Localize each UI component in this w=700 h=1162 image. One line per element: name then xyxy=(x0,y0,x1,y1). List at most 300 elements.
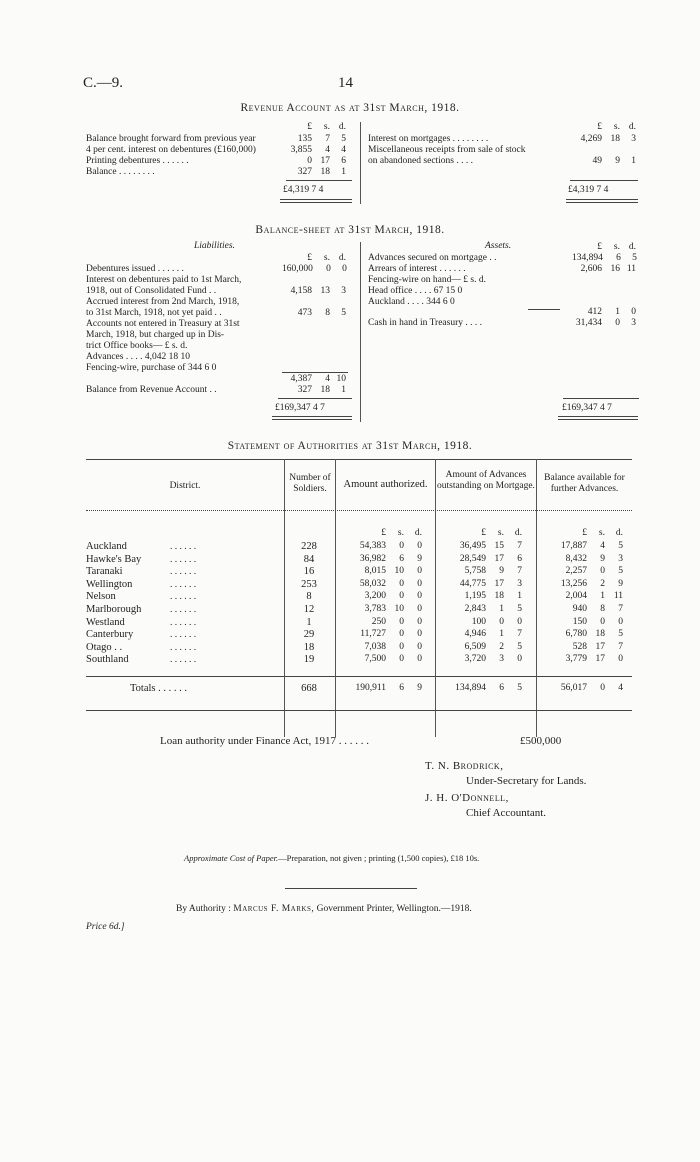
district-name: Wellington xyxy=(86,578,133,590)
amount-pounds: 135 xyxy=(297,134,312,144)
entry-label: Advances . . . . 4,042 18 10 xyxy=(86,352,190,362)
subtotal-pounds: 4,387 xyxy=(290,374,312,384)
amount-shillings xyxy=(312,341,330,352)
entry-label: Balance . . . . . . . . xyxy=(86,167,155,177)
district-name: Hawke's Bay xyxy=(86,553,142,565)
assets-units xyxy=(572,242,636,253)
authorities-table-body xyxy=(86,541,632,667)
amount-shillings: 18 xyxy=(320,167,330,177)
asset-row xyxy=(368,264,640,275)
district-soldiers: 228 xyxy=(301,541,317,552)
authorized-pounds: 54,383 xyxy=(359,541,386,551)
assets-heading: Assets. xyxy=(485,241,512,251)
authorized-pence: 0 xyxy=(417,629,422,640)
unit-shillings: s. xyxy=(397,528,404,538)
amount-pounds: 134,894 xyxy=(572,253,603,263)
amount-pence: 0 xyxy=(342,264,347,274)
amount-pence: 11 xyxy=(626,264,636,274)
district-leader-dots: . . . . . . xyxy=(170,655,197,666)
advances-pence: 3 xyxy=(517,578,522,589)
signatory-2-name: J. H. O'Donnell, xyxy=(425,792,509,804)
advances-pence: 7 xyxy=(517,566,522,577)
advances-pence: 5 xyxy=(517,641,522,652)
column-header-advances: Amount of Advances outstanding on Mortgage. xyxy=(437,470,535,491)
district-leader-dots: . . . . . . xyxy=(170,567,197,578)
entry-label: Head office . . . . 67 15 0 xyxy=(368,286,463,296)
amount-shillings xyxy=(312,330,330,341)
amount-shillings xyxy=(602,145,620,156)
balance-pounds: 150 xyxy=(572,616,587,627)
totals-bal-shillings: 0 xyxy=(600,683,605,693)
price: Price 6d.] xyxy=(86,922,125,932)
amount-shillings: 16 xyxy=(610,264,620,274)
district-soldiers: 19 xyxy=(303,654,315,666)
liability-row xyxy=(86,308,350,319)
cost-note xyxy=(184,853,479,863)
district-row xyxy=(86,591,632,604)
revenue-credit-row xyxy=(368,145,640,156)
balance-pounds: 2,004 xyxy=(565,591,587,602)
advances-pounds: 28,549 xyxy=(459,553,486,564)
district-soldiers: 8 xyxy=(306,591,312,603)
liabilities-subtotal xyxy=(282,374,346,385)
unit-shillings: s. xyxy=(613,122,620,132)
unit-pounds: £ xyxy=(597,242,602,252)
amount-shillings: 8 xyxy=(325,308,330,318)
district-leader-dots: . . . . . . xyxy=(170,617,197,628)
amount-pounds: 2,606 xyxy=(580,264,602,274)
totals-bal-pounds: 56,017 xyxy=(560,683,587,693)
amount-pence: 5 xyxy=(341,308,346,318)
amount-shillings: 7 xyxy=(325,134,330,144)
balance-shillings: 4 xyxy=(600,541,605,551)
revenue-balance-shillings: 18 xyxy=(320,385,330,395)
entry-label: on abandoned sections . . . . xyxy=(368,156,474,166)
entry-label: Fencing-wire, purchase of 344 6 0 xyxy=(86,363,217,373)
unit-shillings: s. xyxy=(598,528,605,538)
asset-row xyxy=(368,286,640,297)
revenue-balance-pence: 1 xyxy=(341,385,346,395)
advances-pence: 5 xyxy=(517,603,522,614)
totals-adv-pence: 5 xyxy=(517,683,522,693)
advances-pounds: 36,495 xyxy=(459,541,486,551)
amount-pounds xyxy=(282,341,312,352)
totals-auth-pounds: 190,911 xyxy=(355,683,386,693)
entry-label: Advances secured on mortgage . . xyxy=(368,253,497,263)
unit-pence: d. xyxy=(628,122,636,132)
balance-pence: 0 xyxy=(618,654,623,665)
printer-line xyxy=(176,904,472,914)
revenue-debit-row xyxy=(86,145,350,156)
wire-total-pounds: 412 xyxy=(587,307,602,317)
amount-pounds: 160,000 xyxy=(282,264,313,274)
assets-cash-row xyxy=(368,318,640,329)
revenue-left-units xyxy=(282,122,346,133)
column-header-soldiers: Number of Soldiers. xyxy=(289,473,331,494)
unit-pence: d. xyxy=(628,242,636,252)
authorized-pounds: 250 xyxy=(371,616,386,627)
advances-pounds: 5,758 xyxy=(464,566,486,577)
balance-total-right: £169,347 4 7 xyxy=(562,403,612,413)
amount-pence xyxy=(330,297,346,308)
printer-name: Marcus F. Marks, xyxy=(233,904,315,914)
liabilities-revenue-label: Balance from Revenue Account . . xyxy=(86,385,217,395)
balance-shillings: 2 xyxy=(600,578,605,589)
authorized-shillings: 0 xyxy=(399,654,404,665)
balance-shillings: 9 xyxy=(600,553,605,564)
advances-shillings: 2 xyxy=(499,641,504,652)
entry-label: March, 1918, but charged up in Dis- xyxy=(86,330,225,340)
authorized-pence: 0 xyxy=(417,641,422,652)
amount-shillings: 9 xyxy=(615,156,620,166)
amount-pence: 4 xyxy=(341,145,346,155)
cost-note-label: Approximate Cost of Paper. xyxy=(184,853,279,863)
totals-auth-shillings: 6 xyxy=(399,683,404,693)
totals-auth-pence: 9 xyxy=(417,683,422,693)
cash-pounds: 31,434 xyxy=(575,318,602,328)
liability-row xyxy=(86,286,350,297)
balance-pence: 0 xyxy=(618,616,623,627)
advances-shillings: 9 xyxy=(499,566,504,577)
authorized-shillings: 10 xyxy=(394,603,404,614)
district-soldiers: 12 xyxy=(303,603,315,615)
entry-label: Arrears of interest . . . . . . xyxy=(368,264,466,274)
authorized-pounds: 8,015 xyxy=(364,566,386,577)
entry-label: 4 per cent. interest on debentures (£160,000) xyxy=(86,145,256,155)
authorized-shillings: 0 xyxy=(399,616,404,627)
district-name: Otago . . xyxy=(86,641,123,653)
amount-pounds xyxy=(282,297,312,308)
revenue-debit-row xyxy=(86,134,350,145)
district-leader-dots: . . . . . . xyxy=(170,579,197,590)
authorized-shillings: 0 xyxy=(399,578,404,589)
liability-row xyxy=(86,297,350,308)
district-name: Auckland xyxy=(86,541,127,552)
liability-row xyxy=(86,352,350,363)
cash-pence: 3 xyxy=(631,318,636,328)
amount-pounds: 0 xyxy=(307,156,312,166)
totals-label: Totals . . . . . . xyxy=(130,683,188,694)
authorized-pence: 9 xyxy=(417,553,422,564)
page-number: 14 xyxy=(338,75,353,91)
liabilities-heading: Liabilities. xyxy=(194,241,235,251)
advances-shillings: 17 xyxy=(494,553,504,564)
unit-pence: d. xyxy=(338,122,346,132)
advances-pence: 1 xyxy=(517,591,522,602)
balance-pence: 5 xyxy=(618,566,623,577)
balance-pounds: 6,780 xyxy=(565,629,587,640)
unit-pounds: £ xyxy=(481,528,486,538)
balance-shillings: 8 xyxy=(600,603,605,614)
authorized-pence: 0 xyxy=(417,578,422,589)
amount-shillings: 0 xyxy=(326,264,331,274)
entry-label: trict Office books— £ s. d. xyxy=(86,341,188,351)
amount-pounds xyxy=(572,286,602,297)
authorized-pounds: 11,727 xyxy=(360,629,386,640)
amount-shillings: 13 xyxy=(320,286,330,296)
authorized-shillings: 10 xyxy=(394,566,404,577)
revenue-account-title: Revenue Account as at 31st March, 1918. xyxy=(240,102,460,114)
amount-shillings xyxy=(312,275,330,286)
liability-row xyxy=(86,275,350,286)
balance-shillings: 17 xyxy=(595,641,605,652)
column-header-district: District. xyxy=(169,481,201,491)
signatory-1-title: Under-Secretary for Lands. xyxy=(466,775,587,787)
unit-pounds: £ xyxy=(597,122,602,132)
amount-shillings xyxy=(312,319,330,330)
district-name: Nelson xyxy=(86,591,116,603)
revenue-debit-row xyxy=(86,156,350,167)
revenue-balance-pounds: 327 xyxy=(297,385,312,395)
amount-shillings: 18 xyxy=(610,134,620,144)
amount-pounds: 4,158 xyxy=(290,286,312,296)
balance-pounds: 17,887 xyxy=(560,541,587,551)
liability-row xyxy=(86,264,350,275)
district-leader-dots: . . . . . . xyxy=(170,554,197,565)
cash-shillings: 0 xyxy=(615,318,620,328)
district-name: Westland xyxy=(86,616,125,628)
district-row xyxy=(86,617,632,630)
authorized-shillings: 0 xyxy=(399,591,404,602)
balance-pence: 7 xyxy=(618,641,623,652)
district-soldiers: 18 xyxy=(303,641,315,653)
authorized-pounds: 3,200 xyxy=(364,591,386,602)
advances-pence: 7 xyxy=(517,629,522,640)
amount-pounds: 49 xyxy=(592,156,602,166)
authorized-pence: 0 xyxy=(417,591,422,602)
revenue-debit-row xyxy=(86,167,350,178)
district-soldiers: 29 xyxy=(303,629,315,641)
cost-note-text: —Preparation, not given ; printing (1,500 copies), £18 10s. xyxy=(278,853,480,863)
advances-pence: 0 xyxy=(517,616,522,627)
balance-pence: 5 xyxy=(618,629,623,640)
amount-shillings: 4 xyxy=(325,145,330,155)
totals-adv-shillings: 6 xyxy=(499,683,504,693)
balance-pounds: 528 xyxy=(572,641,587,652)
signatory-2-title: Chief Accountant. xyxy=(466,807,547,819)
district-soldiers: 84 xyxy=(303,553,315,565)
asset-row xyxy=(368,253,640,264)
balance-pounds: 8,432 xyxy=(565,553,587,564)
revenue-credit-row xyxy=(368,134,640,145)
balance-pence: 9 xyxy=(618,578,623,589)
amount-pounds xyxy=(282,319,312,330)
entry-label: Miscellaneous receipts from sale of stock xyxy=(368,145,526,155)
amount-pence: 6 xyxy=(341,156,346,166)
advances-pounds: 1,195 xyxy=(464,591,486,602)
entry-label: Accrued interest from 2nd March, 1918, xyxy=(86,297,240,307)
entry-label: Printing debentures . . . . . . xyxy=(86,156,189,166)
advances-shillings: 15 xyxy=(494,541,504,551)
balance-pounds: 3,779 xyxy=(565,654,587,665)
signatory-1-name: T. N. Brodrick, xyxy=(425,760,504,772)
balance-pounds: 940 xyxy=(572,603,587,614)
revenue-total-left: £4,319 7 4 xyxy=(283,185,324,195)
amount-pence xyxy=(620,275,636,286)
district-name: Southland xyxy=(86,654,129,666)
authorized-pounds: 58,032 xyxy=(359,578,386,589)
advances-shillings: 18 xyxy=(494,591,504,602)
authorized-shillings: 0 xyxy=(399,641,404,652)
entry-label: Accounts not entered in Treasury at 31st xyxy=(86,319,240,329)
district-soldiers: 16 xyxy=(303,566,315,578)
amount-pence xyxy=(330,341,346,352)
district-name: Canterbury xyxy=(86,629,134,641)
amount-shillings: 6 xyxy=(616,253,621,263)
entry-label: Fencing-wire on hand— £ s. d. xyxy=(368,275,486,285)
unit-shillings: s. xyxy=(497,528,504,538)
revenue-right-units xyxy=(572,122,636,133)
amount-pence xyxy=(330,275,346,286)
entry-label: Interest on mortgages . . . . . . . . xyxy=(368,134,489,144)
entry-label: 1918, out of Consolidated Fund . . xyxy=(86,286,217,296)
amount-pence: 3 xyxy=(341,286,346,296)
document-reference: C.—9. xyxy=(83,75,124,91)
advances-pence: 6 xyxy=(517,553,522,564)
amount-pounds xyxy=(282,352,312,363)
authorized-shillings: 0 xyxy=(399,541,404,551)
entry-label: Auckland . . . . 344 6 0 xyxy=(368,297,455,307)
authorized-pence: 0 xyxy=(417,566,422,577)
amount-pence xyxy=(330,330,346,341)
amount-shillings xyxy=(602,286,620,297)
authorized-pence: 0 xyxy=(417,541,422,551)
revenue-credit-row xyxy=(368,156,640,167)
entry-label: to 31st March, 1918, not yet paid . . xyxy=(86,308,222,318)
district-row xyxy=(86,604,632,617)
amount-pence xyxy=(330,319,346,330)
totals-soldiers: 668 xyxy=(301,683,317,694)
amount-pence: 5 xyxy=(341,134,346,144)
district-row xyxy=(86,566,632,579)
authorities-title: Statement of Authorities at 31st March, 1918. xyxy=(227,440,473,452)
totals-adv-pounds: 134,894 xyxy=(455,683,486,693)
unit-pence: d. xyxy=(615,528,623,538)
amount-pence xyxy=(620,286,636,297)
amount-pounds: 3,855 xyxy=(290,145,312,155)
district-soldiers: 1 xyxy=(306,616,312,628)
amount-pence: 3 xyxy=(631,134,636,144)
amount-pounds: 4,269 xyxy=(580,134,602,144)
wire-total-shillings: 1 xyxy=(615,307,620,317)
district-row xyxy=(86,629,632,642)
amount-shillings xyxy=(312,352,330,363)
printer-prefix: By Authority : xyxy=(176,904,231,914)
balance-pence: 3 xyxy=(618,553,623,564)
advances-pounds: 6,509 xyxy=(464,641,486,652)
loan-authority-amount: £500,000 xyxy=(520,735,562,747)
advances-pence: 7 xyxy=(517,541,522,551)
authorized-pounds: 7,500 xyxy=(364,654,386,665)
authorized-pence: 0 xyxy=(417,603,422,614)
amount-pence: 5 xyxy=(632,253,637,263)
amount-shillings: 17 xyxy=(320,156,330,166)
balance-total-left: £169,347 4 7 xyxy=(275,403,325,413)
unit-pounds: £ xyxy=(307,253,312,263)
district-leader-dots: . . . . . . xyxy=(170,630,197,641)
loan-authority-label: Loan authority under Finance Act, 1917 . . . . . . xyxy=(160,735,369,747)
district-row xyxy=(86,654,632,667)
liabilities-units xyxy=(282,253,346,264)
district-row xyxy=(86,541,632,554)
amount-pounds: 327 xyxy=(297,167,312,177)
advances-shillings: 1 xyxy=(499,629,504,640)
authorized-pounds: 7,038 xyxy=(364,641,386,652)
amount-pounds xyxy=(282,330,312,341)
unit-pence: d. xyxy=(514,528,522,538)
liability-row xyxy=(86,341,350,352)
balance-shillings: 0 xyxy=(600,566,605,577)
balance-shillings: 0 xyxy=(600,616,605,627)
advances-pounds: 2,843 xyxy=(464,603,486,614)
balance-pence: 7 xyxy=(618,603,623,614)
unit-pounds: £ xyxy=(582,528,587,538)
district-name: Marlborough xyxy=(86,603,142,615)
asset-row xyxy=(368,275,640,286)
entry-label: Balance brought forward from previous year xyxy=(86,134,256,144)
liabilities-revenue-row xyxy=(86,385,350,396)
printer-suffix: Government Printer, Wellington.—1918. xyxy=(316,904,472,914)
amount-pence: 1 xyxy=(341,167,346,177)
balance-shillings: 18 xyxy=(595,629,605,640)
advances-pounds: 44,775 xyxy=(459,578,486,589)
subtotal-pence: 10 xyxy=(336,374,346,384)
advances-pence: 0 xyxy=(517,654,522,665)
district-row xyxy=(86,642,632,655)
amount-pence: 1 xyxy=(631,156,636,166)
unit-shillings: s. xyxy=(323,122,330,132)
column-header-balance: Balance available for further Advances. xyxy=(544,473,625,494)
district-soldiers: 253 xyxy=(301,578,317,590)
authorized-pounds: 36,982 xyxy=(359,553,386,564)
authorized-shillings: 0 xyxy=(399,629,404,640)
district-row xyxy=(86,554,632,567)
unit-shillings: s. xyxy=(323,253,330,263)
advances-pounds: 4,946 xyxy=(464,629,486,640)
district-leader-dots: . . . . . . xyxy=(170,542,197,552)
amount-pence xyxy=(330,352,346,363)
column-header-authorized: Amount authorized. xyxy=(343,479,428,490)
authorized-pence: 0 xyxy=(417,654,422,665)
district-leader-dots: . . . . . . xyxy=(170,604,197,615)
unit-pence: d. xyxy=(414,528,422,538)
entry-label: Debentures issued . . . . . . xyxy=(86,264,184,274)
amount-shillings xyxy=(602,275,620,286)
amount-pounds xyxy=(572,275,602,286)
balance-pounds: 2,257 xyxy=(565,566,587,577)
advances-shillings: 1 xyxy=(499,603,504,614)
unit-pounds: £ xyxy=(381,528,386,538)
district-leader-dots: . . . . . . xyxy=(170,592,197,603)
balance-shillings: 1 xyxy=(600,591,605,602)
assets-cash-label: Cash in hand in Treasury . . . . xyxy=(368,318,482,328)
liability-row xyxy=(86,319,350,330)
liability-row xyxy=(86,330,350,341)
advances-shillings: 0 xyxy=(499,616,504,627)
balance-pounds: 13,256 xyxy=(560,578,587,589)
subtotal-shillings: 4 xyxy=(325,374,330,384)
assets-wire-total xyxy=(572,307,636,318)
amount-shillings xyxy=(312,297,330,308)
unit-pence: d. xyxy=(338,253,346,263)
amount-pounds: 473 xyxy=(297,308,312,318)
amount-pounds xyxy=(282,275,312,286)
entry-label: Interest on debentures paid to 1st March, xyxy=(86,275,242,285)
unit-shillings: s. xyxy=(613,242,620,252)
balance-pence: 5 xyxy=(618,541,623,551)
amount-pence xyxy=(620,145,636,156)
authorized-pounds: 3,783 xyxy=(364,603,386,614)
